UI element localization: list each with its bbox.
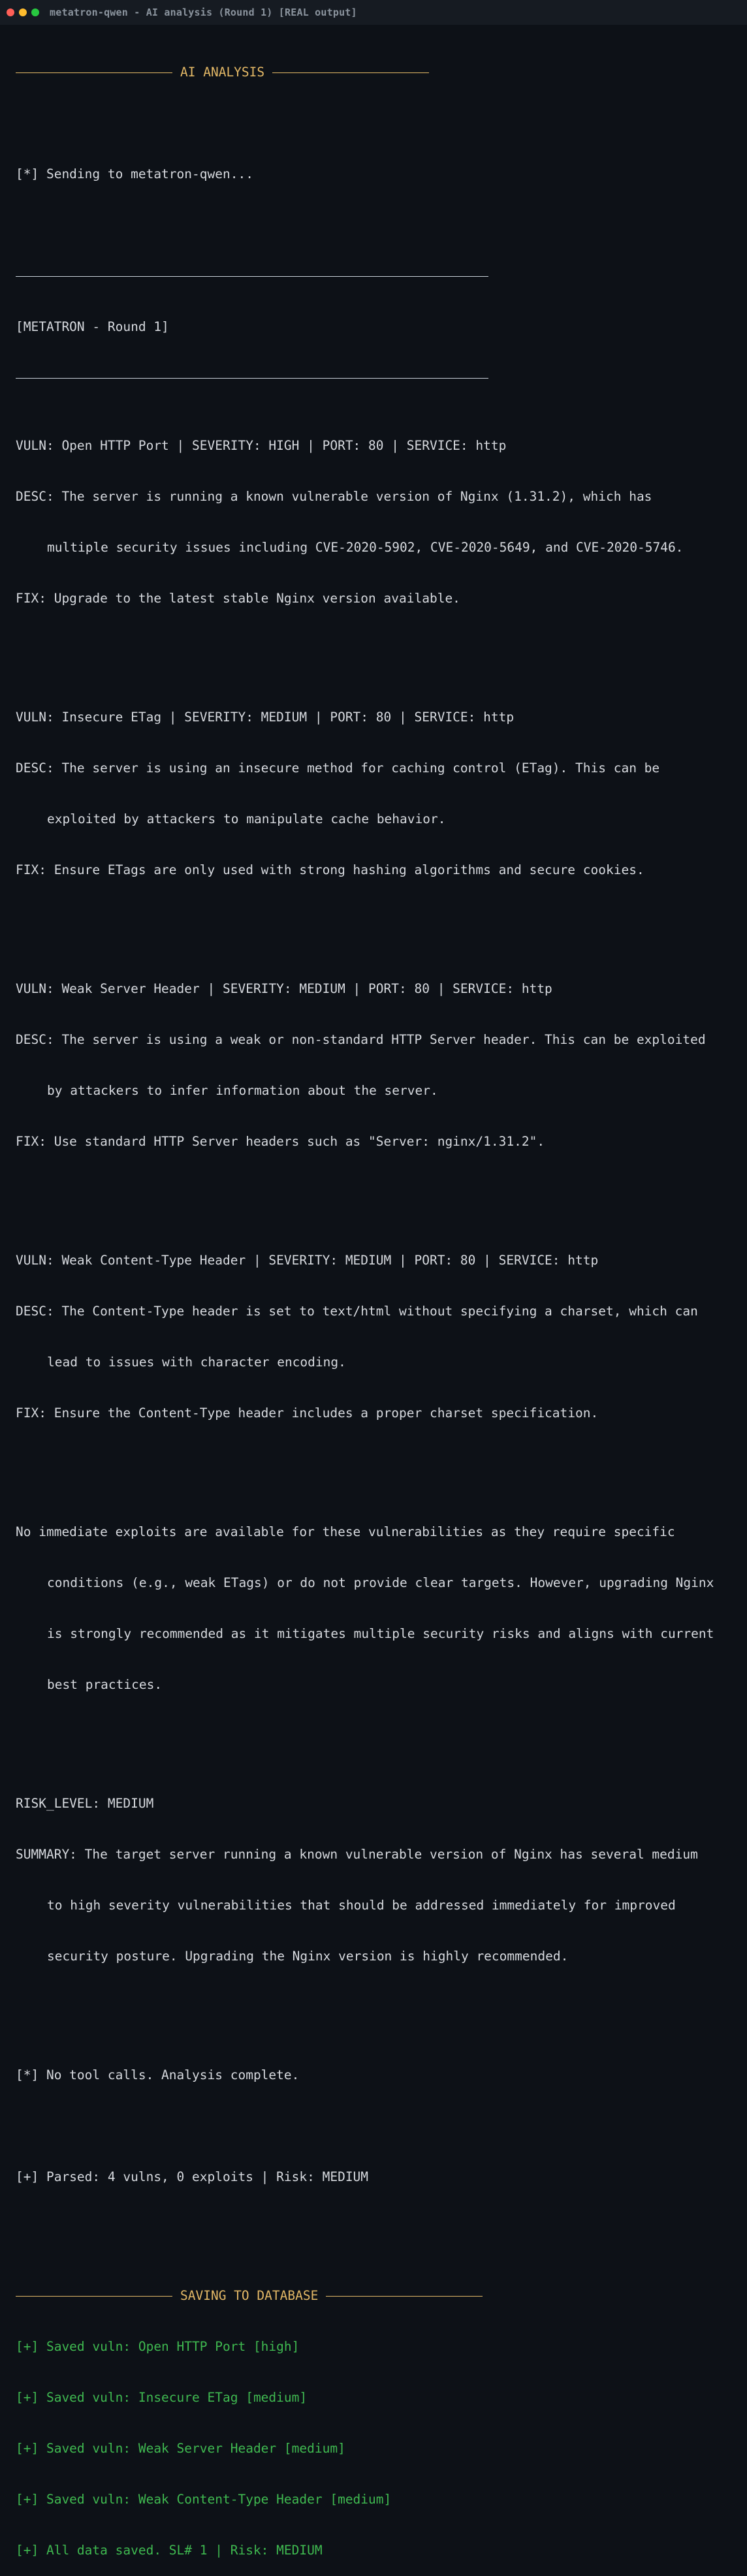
vuln-fix: FIX: Use standard HTTP Server headers such as "Server: nginx/1.31.2". [16,1134,545,1149]
section-header-label: AI ANALYSIS [180,65,265,80]
vuln-desc: DESC: The server is running a known vulnerable version of Nginx (1.31.2), which has [16,489,652,504]
saved-line: [+] Saved vuln: Open HTTP Port [high] [16,2339,300,2354]
close-window-button[interactable] [7,8,14,16]
header-rule-right [326,2296,483,2297]
divider-bottom [16,369,747,386]
parsed-line: [+] Parsed: 4 vulns, 0 exploits | Risk: MEDIUM [16,2169,369,2184]
section-header-ai-analysis [16,64,747,81]
vuln-fix: FIX: Ensure ETags are only used with strong hashing algorithms and secure cookies. [16,862,644,877]
risk-level: RISK_LEVEL: MEDIUM [16,1796,154,1811]
vuln-desc-continued: exploited by attackers to manipulate cache behavior. [47,811,446,826]
vuln-desc-continued: lead to issues with character encoding. [47,1355,346,1370]
vuln-desc: DESC: The server is using an insecure method for caching control (ETag). This can be [16,761,660,776]
section-header-label: SAVING TO DATABASE [180,2288,319,2303]
no-tool-calls-line: [*] No tool calls. Analysis complete. [16,2067,300,2082]
vuln-desc: DESC: The server is using a weak or non-standard HTTP Server header. This can be exploited [16,1032,706,1047]
vuln-title: VULN: Insecure ETag | SEVERITY: MEDIUM | PORT: 80 | SERVICE: http [16,710,515,725]
exploits-note-continued: is strongly recommended as it mitigates multiple security risks and aligns with current [47,1626,714,1641]
vuln-title: VULN: Open HTTP Port | SEVERITY: HIGH | PORT: 80 | SERVICE: http [16,438,507,453]
vuln-fix: FIX: Ensure the Content-Type header includes a proper charset specification. [16,1406,599,1421]
vuln-title: VULN: Weak Server Header | SEVERITY: MEDIUM | PORT: 80 | SERVICE: http [16,981,552,996]
header-rule-left [16,2296,172,2297]
window-controls [7,8,39,16]
divider-top [16,268,747,285]
vuln-title: VULN: Weak Content-Type Header | SEVERITY: MEDIUM | PORT: 80 | SERVICE: http [16,1253,599,1268]
vuln-fix: FIX: Upgrade to the latest stable Nginx version available. [16,591,460,606]
terminal-output[interactable] [0,25,747,2576]
exploits-note-continued: best practices. [47,1677,163,1692]
exploits-note-continued: conditions (e.g., weak ETags) or do not provide clear targets. However, upgrading Nginx [47,1575,714,1590]
vuln-desc-continued: multiple security issues including CVE-2020-5902, CVE-2020-5649, and CVE-2020-5746. [47,540,684,555]
minimize-window-button[interactable] [19,8,27,16]
vuln-desc-continued: by attackers to infer information about the server. [47,1083,438,1098]
summary-continued: security posture. Upgrading the Nginx version is highly recommended. [47,1949,569,1964]
exploits-note: No immediate exploits are available for these vulnerabilities as they require specific [16,1524,675,1539]
saved-summary-line: [+] All data saved. SL# 1 | Risk: MEDIUM [16,2543,323,2558]
saved-line: [+] Saved vuln: Weak Content-Type Header [medium] [16,2492,392,2507]
window-titlebar [0,0,747,25]
round-label: [METATRON - Round 1] [16,319,169,334]
summary-continued: to high severity vulnerabilities that should be addressed immediately for improved [47,1898,676,1913]
saved-line: [+] Saved vuln: Insecure ETag [medium] [16,2390,308,2405]
vuln-desc: DESC: The Content-Type header is set to text/html without specifying a charset, which can [16,1304,698,1319]
summary: SUMMARY: The target server running a known vulnerable version of Nginx has several medium [16,1847,698,1862]
section-header-saving [16,2287,747,2304]
saved-line: [+] Saved vuln: Weak Server Header [medium] [16,2441,345,2456]
window-title: metatron-qwen - AI analysis (Round 1) [REAL output] [50,7,357,18]
maximize-window-button[interactable] [31,8,39,16]
header-rule-right [272,72,429,73]
header-rule-left [16,72,172,73]
sending-line: [*] Sending to metatron-qwen... [16,166,253,181]
